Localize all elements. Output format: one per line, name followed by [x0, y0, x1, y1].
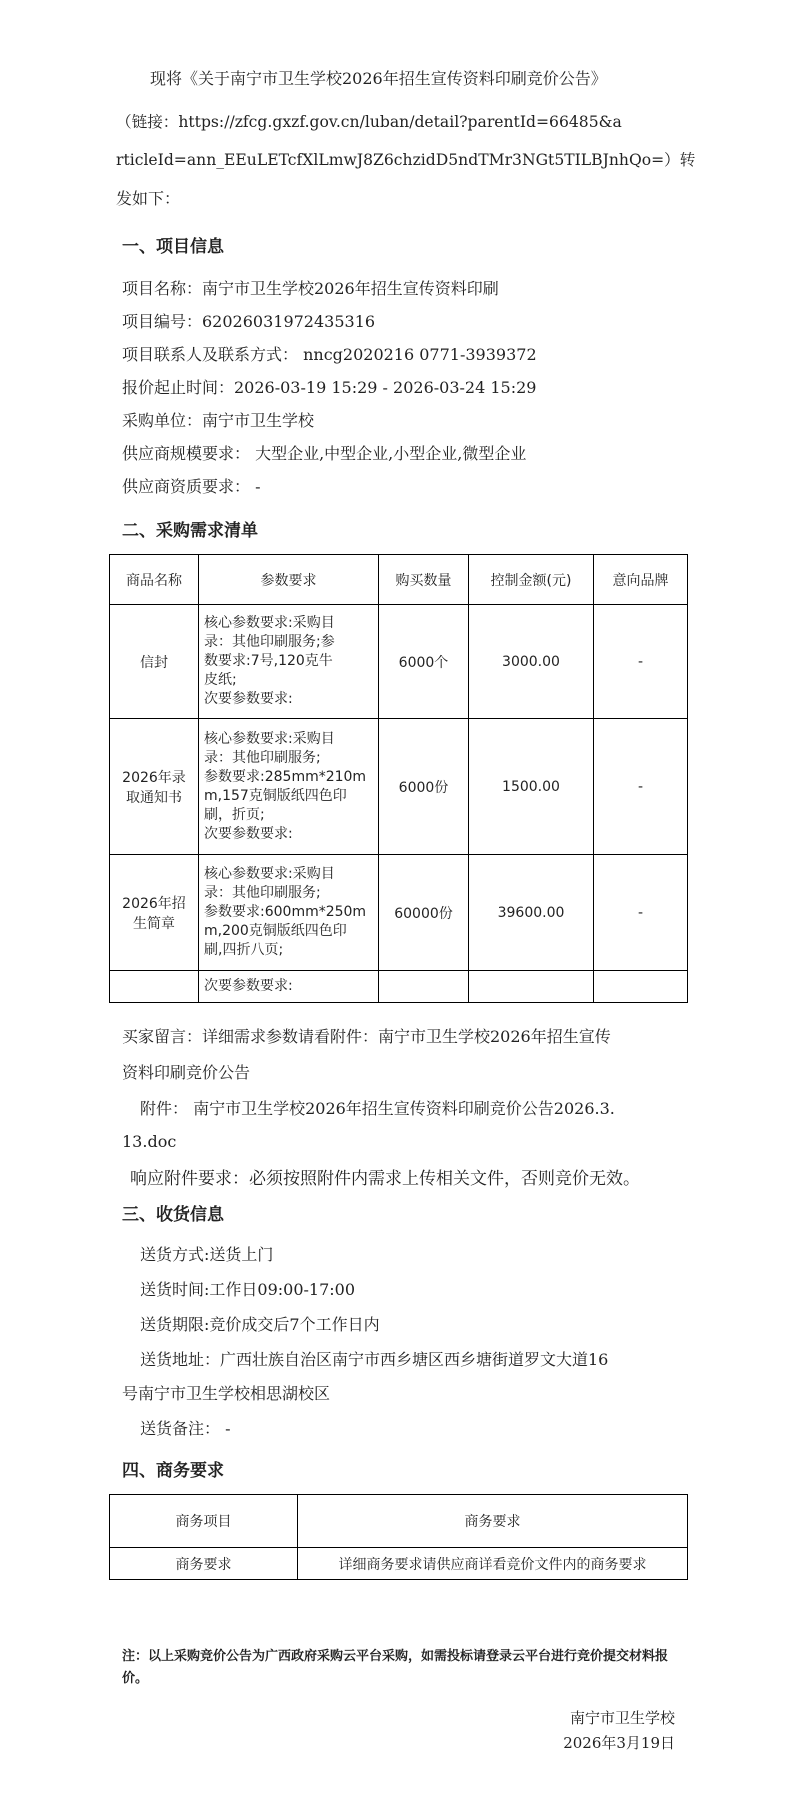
item-amount-cell: 39600.00: [469, 855, 594, 971]
param-line: 录：其他印刷服务;参: [204, 634, 335, 650]
param-line: 刷，折页;: [204, 806, 265, 823]
buyer-unit: 采购单位：南宁市卫生学校: [122, 411, 315, 430]
item-name-line: 信封: [140, 654, 168, 671]
header-cell: 控制金额(元): [469, 555, 594, 605]
intro-line-2: （链接：https://zfcg.gxzf.gov.cn/luban/detail?parentId=66485&a: [116, 113, 622, 131]
item-name-line: 取通知书: [126, 789, 182, 806]
header-cell: 商品名称: [110, 555, 199, 605]
header-cell: 购买数量: [379, 555, 469, 605]
empty-cell: [379, 971, 469, 1003]
business-table: [109, 1494, 688, 1580]
intro-line-4: 发如下：: [116, 189, 181, 208]
delivery-time: 送货时间:工作日09:00-17:00: [140, 1280, 356, 1299]
header-cell: 意向品牌: [594, 555, 688, 605]
param-line: 参数要求:285mm*210m: [204, 768, 367, 785]
platform-note: 注：以上采购竞价公告为广西政府采购云平台采购，如需投标请登录云平台进行竞价提交材料报价。: [122, 1649, 669, 1686]
project-name: 项目名称：南宁市卫生学校2026年招生宣传资料印刷: [122, 279, 499, 298]
delivery-remark: 送货备注： -: [140, 1419, 231, 1438]
attachment-line-1: 附件： 南宁市卫生学校2026年招生宣传资料印刷竞价公告2026.3.: [140, 1099, 615, 1118]
intro-line-3: rticleId=ann_EEuLETcfXlLmwJ8Z6chzidD5ndTMr3NGt5TILBJnhQo=）转: [116, 151, 696, 169]
purchase-table-header: [110, 555, 688, 605]
delivery-method: 送货方式:送货上门: [140, 1245, 274, 1264]
item-params-cell: [199, 719, 379, 855]
param-line: 录：其他印刷服务;: [204, 885, 321, 901]
item-name-cell: [110, 719, 199, 855]
item-qty-cell: 6000份: [379, 719, 469, 855]
delivery-deadline: 送货期限:竞价成交后7个工作日内: [140, 1315, 380, 1334]
supplier-qualification: 供应商资质要求： -: [122, 477, 261, 496]
item-qty-cell: 6000个: [379, 605, 469, 719]
header-cell: 商务项目: [110, 1495, 298, 1548]
business-requirement-cell: 详细商务要求请供应商详看竞价文件内的商务要求: [298, 1548, 688, 1580]
section-heading-business-requirements: 四、商务要求: [122, 1461, 224, 1481]
param-line: m,200克铜版纸四色印: [204, 923, 347, 939]
item-amount-cell: 1500.00: [469, 719, 594, 855]
table-row: [110, 971, 688, 1003]
param-line: 核心参数要求:采购目: [204, 730, 335, 747]
item-name-line: 2026年招: [122, 895, 186, 912]
item-brand-cell: -: [594, 719, 688, 855]
param-line: 核心参数要求:采购目: [204, 866, 335, 882]
buyer-message-line-1: 买家留言：详细需求参数请看附件：南宁市卫生学校2026年招生宣传: [122, 1027, 611, 1046]
param-line: 录：其他印刷服务;: [204, 749, 321, 766]
item-name-cell: [110, 855, 199, 971]
section-heading-delivery-info: 三、收货信息: [122, 1205, 224, 1225]
param-line: 次要参数要求:: [204, 691, 293, 707]
table-row: [110, 1548, 688, 1580]
project-code: 项目编号：62026031972435316: [122, 312, 376, 331]
response-requirement: 响应附件要求：必须按照附件内需求上传相关文件，否则竞价无效。: [130, 1169, 640, 1189]
param-line: 次要参数要求:: [204, 825, 293, 842]
delivery-address-line-2: 号南宁市卫生学校相思湖校区: [122, 1384, 331, 1403]
item-brand-cell: -: [594, 855, 688, 971]
param-line: 刷,四折八页;: [204, 942, 284, 958]
param-line: 核心参数要求:采购目: [204, 615, 335, 631]
quote-period: 报价起止时间：2026-03-19 15:29 - 2026-03-24 15:29: [122, 378, 537, 397]
item-amount-cell: 3000.00: [469, 605, 594, 719]
intro-line-1: 现将《关于南宁市卫生学校2026年招生宣传资料印刷竞价公告》: [150, 69, 607, 88]
empty-cell: [110, 971, 199, 1003]
attachment-line-2: 13.doc: [122, 1132, 177, 1151]
section-heading-purchase-list: 二、采购需求清单: [122, 521, 258, 541]
header-cell: 商务要求: [298, 1495, 688, 1548]
item-params-cell: [199, 855, 379, 971]
item-name-cell: [110, 605, 199, 719]
param-line: m,157克铜版纸四色印: [204, 787, 347, 804]
item-name-line: 2026年录: [122, 769, 186, 786]
business-item-cell: 商务要求: [110, 1548, 298, 1580]
param-line: 参数要求:600mm*250m: [204, 904, 367, 920]
supplier-scale: 供应商规模要求： 大型企业,中型企业,小型企业,微型企业: [122, 444, 527, 463]
secondary-params-cell: 次要参数要求:: [199, 971, 379, 1003]
table-row: [110, 855, 688, 971]
param-line: 数要求:7号,120克牛: [204, 653, 333, 669]
item-qty-cell: 60000份: [379, 855, 469, 971]
signature-date: 2026年3月19日: [563, 1734, 675, 1752]
buyer-message-line-2: 资料印刷竞价公告: [122, 1063, 251, 1082]
item-name-line: 生简章: [133, 915, 175, 932]
purchase-table: [109, 554, 688, 1003]
param-line: 皮纸;: [204, 672, 237, 688]
delivery-address-line-1: 送货地址：广西壮族自治区南宁市西乡塘区西乡塘街道罗文大道16: [140, 1350, 609, 1369]
table-row: [110, 605, 688, 719]
empty-cell: [469, 971, 594, 1003]
signature-org: 南宁市卫生学校: [569, 1709, 675, 1727]
project-contact: 项目联系人及联系方式： nncg2020216 0771-3939372: [122, 345, 537, 364]
empty-cell: [594, 971, 688, 1003]
business-table-header: [110, 1495, 688, 1548]
section-heading-project-info: 一、项目信息: [122, 237, 224, 257]
table-row: [110, 719, 688, 855]
header-cell: 参数要求: [199, 555, 379, 605]
item-brand-cell: -: [594, 605, 688, 719]
item-params-cell: [199, 605, 379, 719]
